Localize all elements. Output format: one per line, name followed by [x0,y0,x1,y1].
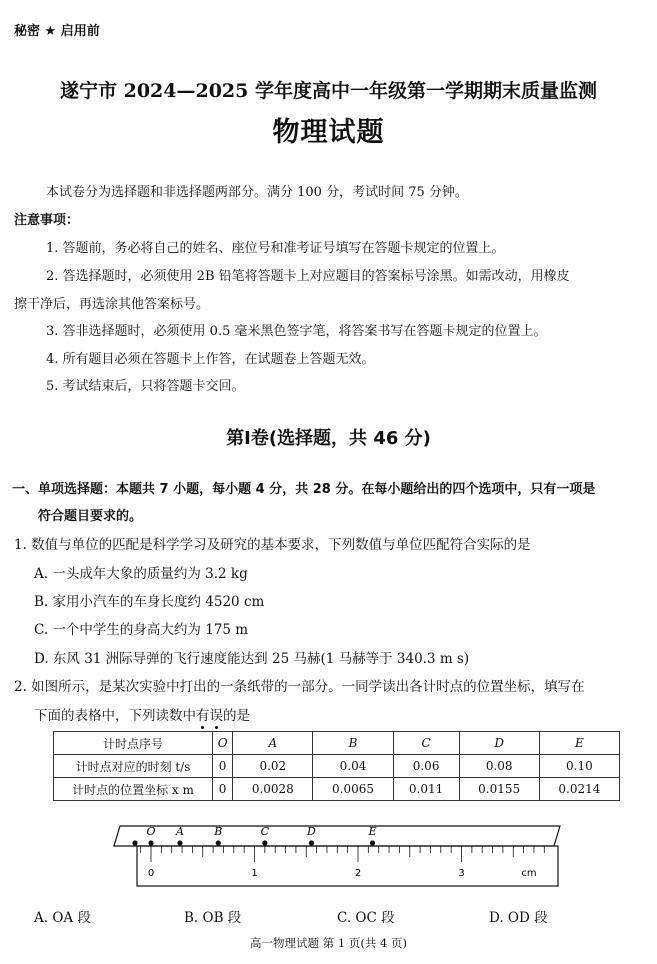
q2-emph-1: 有 [196,708,210,724]
q2-data-table [53,731,620,801]
tape-point-C [262,840,267,845]
table-cell: 0.08 [459,755,539,778]
ruler-ticks [141,846,545,862]
tape-point-D [309,840,314,845]
intro-text: 本试卷分为选择题和非选择题两部分。满分 100 分，考试时间 75 分钟。 [46,185,468,200]
subject-title: 物理试题 [272,117,385,148]
tape-point-label: E [368,825,377,838]
table-row [54,732,620,755]
table-header-cell: A [233,732,313,755]
table-cell: 0.0214 [539,778,619,801]
tape-point-B [216,840,221,845]
table-header-cell: O [213,732,233,755]
exam-title: 遂宁市 2024—2025 学年度高中一年级第一学期期末质量监测 [60,80,597,102]
q2-option-d: D. OD 段 [489,910,548,926]
q2-option-c: C. OC 段 [337,910,395,926]
tape-point-A [177,840,182,845]
q1-option-b: B. 家用小汽车的车身长度约 4520 cm [34,594,265,610]
tape-point-E [370,840,375,845]
table-cell: 0.04 [313,755,393,778]
confidential-label: 秘密 ★ 启用前 [14,24,100,39]
table-header-cell: E [539,732,619,755]
q2-stem-2: 下面的表格中，下列读数中有误的是 [34,708,250,724]
notice-item-1: 1. 答题前，务必将自己的姓名、座位号和准考证号填写在答题卡规定的位置上。 [46,241,505,256]
table-cell: 0.06 [393,755,459,778]
q2-stem-1: 2. 如图所示，是某次实验中打出的一条纸带的一部分。一同学读出各计时点的位置坐标，填写在 [14,679,585,695]
table-cell: 0 [213,755,233,778]
tape-point-label: A [176,825,184,838]
table-cell: 0.011 [393,778,459,801]
q1-stem: 1. 数值与单位的匹配是科学学习及研究的基本要求，下列数值与单位匹配符合实际的是 [14,537,531,553]
q2-option-b: B. OB 段 [184,910,242,926]
paper-tape-ruler-figure [108,818,568,894]
table-cell: 0.0155 [459,778,539,801]
table-header-cell: 计时点序号 [54,732,213,755]
ruler-scale-label: 1 [251,868,258,879]
table-cell: 0.02 [233,755,313,778]
notice-item-2: 2. 答选择题时，必须使用 2B 铅笔将答题卡上对应题目的答案标号涂黑。如需改动，用橡皮 [46,269,570,284]
notice-item-3: 3. 答非选择题时，必须使用 0.5 毫米黑色签字笔，将答案书写在答题卡规定的位置上。 [46,324,547,339]
tape-point-O [148,840,153,845]
section-instruction-1: 一、单项选择题：本题共 7 小题，每小题 4 分，共 28 分。在每小题给出的四个选项中，只有一项是 [12,482,596,497]
ruler-scale-label: 3 [458,868,465,879]
notice-heading: 注意事项： [14,213,80,228]
table-header-cell: D [459,732,539,755]
q2-emph-2: 误 [209,708,223,724]
page-footer: 高一物理试题 第 1 页(共 4 页) [250,936,407,950]
q1-option-c: C. 一个中学生的身高大约为 175 m [34,622,249,638]
notice-item-2-cont: 擦干净后，再选涂其他答案标号。 [14,297,210,312]
ruler-scale-label: 2 [354,868,362,879]
tape-dot [132,840,137,845]
tape-point-label: B [214,825,223,838]
table-cell: 计时点的位置坐标 x m [54,778,213,801]
ruler-scale-label: 0 [147,868,155,879]
q1-option-a: A. 一头成年大象的质量约为 3.2 kg [34,566,248,582]
section-title: 第Ⅰ卷(选择题，共 46 分) [226,428,431,449]
section-instruction-2: 符合题目要求的。 [38,509,143,524]
ruler-labels [148,868,537,879]
q2-option-a: A. OA 段 [34,910,91,926]
table-row [54,755,620,778]
tape-point-label: C [260,825,270,838]
table-header-cell: C [393,732,459,755]
ruler-unit-label: cm [521,868,537,879]
table-cell: 0.10 [539,755,619,778]
tape-points [132,825,376,846]
table-cell: 0.0065 [313,778,393,801]
table-header-cell: B [313,732,393,755]
notice-item-5: 5. 考试结束后，只将答题卡交回。 [46,379,245,394]
table-cell: 0.0028 [233,778,313,801]
notice-item-4: 4. 所有题目必须在答题卡上作答，在试题卷上答题无效。 [46,352,375,367]
tape-point-label: O [146,825,156,838]
q1-option-d: D. 东风 31 洲际导弹的飞行速度能达到 25 马赫(1 马赫等于 340.3 m s) [34,651,470,667]
tape-point-label: D [307,825,316,838]
table-row [54,778,620,801]
table-cell: 计时点对应的时刻 t/s [54,755,213,778]
table-cell: 0 [213,778,233,801]
